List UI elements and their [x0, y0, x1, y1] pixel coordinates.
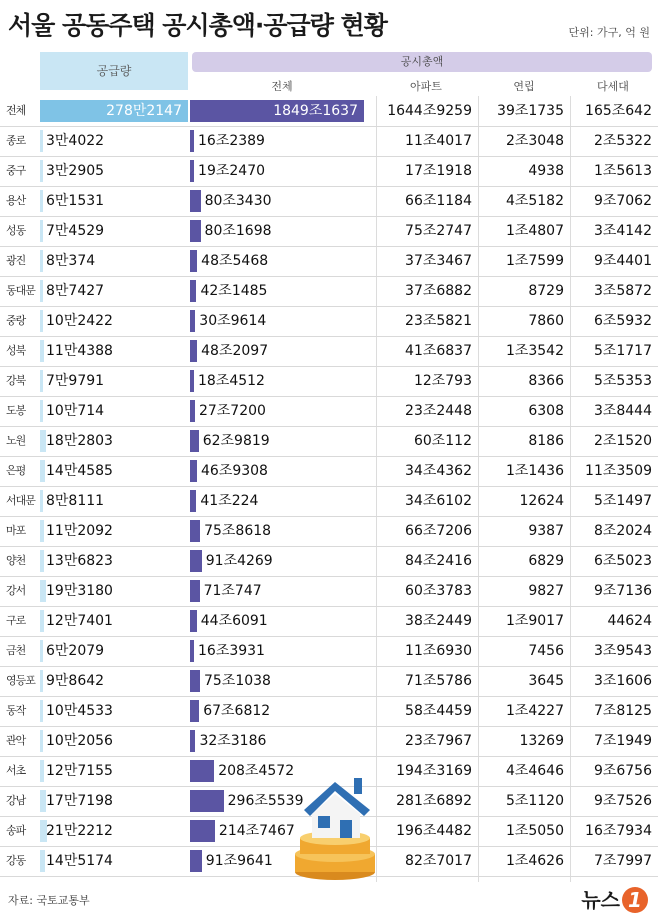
total-value: 42조1485 — [200, 283, 268, 299]
apt-value: 34조6102 — [405, 493, 472, 509]
table-row — [0, 396, 658, 426]
region-label: 강서 — [6, 584, 26, 597]
supply-value: 8만374 — [46, 253, 96, 269]
row-house-value: 1조5050 — [505, 823, 564, 839]
table-row — [0, 666, 658, 696]
region-label: 강북 — [6, 374, 26, 387]
row-house-value: 8729 — [528, 283, 564, 299]
supply-value: 14만4585 — [46, 463, 113, 479]
supply-value: 7만4529 — [46, 223, 105, 239]
total-value: 80조1698 — [204, 223, 272, 239]
region-label: 강남 — [6, 794, 26, 807]
supply-bar — [40, 550, 44, 572]
row-house-value: 9387 — [528, 523, 564, 539]
supply-bar — [40, 190, 43, 212]
supply-value: 11만2092 — [46, 523, 113, 539]
supply-bar — [40, 730, 43, 752]
multi-value: 3조1606 — [593, 673, 652, 689]
apt-value: 23조5821 — [405, 313, 472, 329]
table-row — [0, 456, 658, 486]
supply-value: 13만6823 — [46, 553, 113, 569]
region-label: 용산 — [6, 194, 26, 207]
total-value: 75조1038 — [204, 673, 271, 689]
apt-value: 12조793 — [413, 373, 472, 389]
apt-value: 11조4017 — [405, 133, 472, 149]
total-value: 41조224 — [200, 493, 259, 509]
supply-bar — [40, 130, 43, 152]
region-label: 구로 — [6, 614, 26, 627]
supply-value: 8만7427 — [46, 283, 105, 299]
supply-bar — [40, 610, 44, 632]
row-house-value: 1조9017 — [505, 613, 564, 629]
total-bar — [190, 130, 194, 152]
supply-value: 11만4388 — [46, 343, 113, 359]
supply-value: 10만4533 — [46, 703, 113, 719]
supply-value: 8만8111 — [46, 493, 105, 509]
total-value: 32조3186 — [199, 733, 267, 749]
total-bar — [190, 400, 195, 422]
table-row — [0, 546, 658, 576]
supply-value: 19만3180 — [46, 583, 113, 599]
multi-value: 9조4401 — [593, 253, 652, 269]
region-label: 중랑 — [6, 314, 26, 327]
supply-value: 6만1531 — [46, 193, 105, 209]
region-label: 도봉 — [6, 404, 26, 417]
table-row — [0, 306, 658, 336]
row-house-value: 2조3048 — [505, 133, 564, 149]
multi-value: 9조6756 — [593, 763, 652, 779]
apt-value: 84조2416 — [405, 553, 472, 569]
region-label: 서초 — [6, 764, 26, 777]
supply-header — [40, 52, 188, 90]
apt-value: 58조4459 — [405, 703, 472, 719]
total-bar — [190, 850, 202, 872]
supply-value: 3만2905 — [46, 163, 105, 179]
page-title: 서울 공동주택 공시총액·공급량 현황 — [8, 11, 387, 40]
region-label: 동대문 — [6, 284, 35, 297]
supply-bar — [40, 430, 46, 452]
row-house-value: 8366 — [528, 373, 564, 389]
region-label: 성동 — [6, 224, 26, 237]
table-row — [0, 246, 658, 276]
supply-bar — [40, 370, 43, 392]
multi-value: 6조5932 — [593, 313, 652, 329]
apt-value: 194조3169 — [396, 763, 472, 779]
apt-value: 37조3467 — [405, 253, 472, 269]
total-bar — [190, 340, 197, 362]
table-row-total — [0, 96, 658, 126]
house-illustration — [290, 764, 380, 882]
supply-bar — [40, 520, 44, 542]
region-label: 전체 — [6, 104, 26, 117]
total-value: 18조4512 — [198, 373, 265, 389]
apt-value: 82조7017 — [405, 853, 472, 869]
region-label: 종로 — [6, 134, 26, 147]
total-value: 62조9819 — [202, 433, 270, 449]
total-bar — [190, 520, 200, 542]
total-value: 27조7200 — [198, 403, 266, 419]
total-value: 46조9308 — [201, 463, 268, 479]
region-label: 서대문 — [6, 494, 35, 507]
multi-value: 44624 — [607, 613, 652, 629]
apt-value: 75조2747 — [405, 223, 472, 239]
supply-value: 18만2803 — [46, 433, 113, 449]
multi-value: 3조5872 — [593, 283, 652, 299]
table-row — [0, 156, 658, 186]
region-label: 광진 — [6, 254, 26, 267]
row-house-value: 12624 — [519, 493, 564, 509]
total-bar — [190, 280, 196, 302]
total-value: 75조8618 — [204, 523, 272, 539]
apt-value: 38조2449 — [405, 613, 472, 629]
apt-value: 71조5786 — [405, 673, 472, 689]
region-label: 금천 — [6, 644, 26, 657]
supply-bar — [40, 340, 44, 362]
supply-bar — [40, 310, 43, 332]
supply-value: 3만4022 — [46, 133, 105, 149]
multi-value: 16조7934 — [585, 823, 652, 839]
supply-bar — [40, 460, 45, 482]
table-row — [0, 276, 658, 306]
total-value: 30조9614 — [199, 313, 267, 329]
total-value: 208조4572 — [218, 763, 295, 779]
supply-bar — [40, 790, 46, 812]
total-bar — [190, 430, 199, 452]
multi-value: 9조7062 — [593, 193, 652, 209]
row-house-value: 7860 — [528, 313, 564, 329]
supply-value: 12만7401 — [46, 613, 113, 629]
total-bar — [190, 790, 224, 812]
logo-text: 뉴스 — [581, 888, 620, 912]
total-bar — [190, 760, 214, 782]
total-value: 214조7467 — [218, 823, 295, 839]
total-bar — [190, 160, 194, 182]
total-bar — [190, 310, 195, 332]
total-value: 16조3931 — [198, 643, 265, 659]
apt-value: 41조6837 — [405, 343, 472, 359]
total-bar — [190, 370, 194, 392]
total-bar — [190, 610, 197, 632]
supply-value: 14만5174 — [46, 853, 113, 869]
table-row — [0, 486, 658, 516]
total-value: 91조4269 — [205, 553, 273, 569]
supply-bar — [40, 490, 43, 512]
table-row — [0, 606, 658, 636]
supply-value: 10만714 — [46, 403, 105, 419]
unit-label: 단위: 가구, 억 원 — [568, 26, 650, 39]
total-bar — [190, 220, 201, 242]
supply-value: 10만2056 — [46, 733, 113, 749]
row-house-value: 1조3542 — [505, 343, 564, 359]
source-label: 자료: 국토교통부 — [8, 894, 90, 907]
multi-value: 2조5322 — [593, 133, 652, 149]
apt-value: 37조6882 — [405, 283, 472, 299]
total-bar — [190, 700, 199, 722]
table-row — [0, 516, 658, 546]
multi-value: 5조1717 — [593, 343, 652, 359]
row-house-value: 5조1120 — [505, 793, 564, 809]
supply-bar — [40, 670, 43, 692]
multi-value: 8조2024 — [593, 523, 652, 539]
table-row — [0, 126, 658, 156]
total-value: 48조5468 — [201, 253, 269, 269]
row-house-value: 1조4227 — [505, 703, 564, 719]
supply-bar — [40, 760, 44, 782]
total-bar — [190, 730, 195, 752]
table-row — [0, 366, 658, 396]
region-label: 중구 — [6, 164, 26, 177]
multi-value: 9조7526 — [593, 793, 652, 809]
row-house-value: 1조4807 — [505, 223, 564, 239]
supply-value: 12만7155 — [46, 763, 113, 779]
total-group-header: 공시총액 — [192, 52, 652, 72]
region-label: 노원 — [6, 434, 26, 447]
total-value: 48조2097 — [201, 343, 269, 359]
total-value: 44조6091 — [200, 613, 268, 629]
total-bar — [190, 460, 197, 482]
total-value: 67조6812 — [203, 703, 271, 719]
row-house-value: 7456 — [528, 643, 564, 659]
row-house-value: 4조4646 — [505, 763, 564, 779]
apt-value: 60조3783 — [405, 583, 472, 599]
supply-bar — [40, 250, 43, 272]
total-bar — [190, 640, 194, 662]
multi-value: 5조5353 — [593, 373, 652, 389]
supply-value: 7만9791 — [46, 373, 105, 389]
apt-value: 23조7967 — [405, 733, 472, 749]
row-house-value: 9827 — [528, 583, 564, 599]
multi-value: 11조3509 — [585, 463, 652, 479]
multi-value: 3조9543 — [593, 643, 652, 659]
total-bar — [190, 190, 201, 212]
supply-value: 17만7198 — [46, 793, 113, 809]
supply-value: 10만2422 — [46, 313, 113, 329]
region-label: 양천 — [6, 554, 26, 567]
multi-value: 7조8125 — [593, 703, 652, 719]
apt-value: 23조2448 — [405, 403, 472, 419]
region-label: 동작 — [6, 704, 26, 717]
supply-value: 6만2079 — [46, 643, 105, 659]
col-header-multi: 다세대 — [597, 80, 629, 93]
supply-value: 9만8642 — [46, 673, 105, 689]
supply-bar — [40, 400, 43, 422]
region-label: 강동 — [6, 854, 26, 867]
row-house-value: 1조4626 — [505, 853, 564, 869]
supply-bar — [40, 220, 43, 242]
supply-bar — [40, 640, 43, 662]
row-house-value: 8186 — [528, 433, 564, 449]
total-bar — [190, 550, 202, 572]
apt-value: 66조1184 — [405, 193, 472, 209]
row-house-value: 6829 — [528, 553, 564, 569]
table-row — [0, 216, 658, 246]
multi-value: 3조4142 — [593, 223, 652, 239]
supply-bar — [40, 700, 43, 722]
table-row — [0, 576, 658, 606]
total-bar — [190, 580, 200, 602]
row-house-value: 6308 — [528, 403, 564, 419]
total-bar — [190, 490, 196, 512]
total-value: 296조5539 — [227, 793, 304, 809]
multi-value: 1조5613 — [593, 163, 652, 179]
multi-value: 3조8444 — [593, 403, 652, 419]
apt-value: 196조4482 — [396, 823, 472, 839]
table-row — [0, 186, 658, 216]
total-bar — [190, 250, 197, 272]
logo-mark: 1 — [622, 887, 648, 913]
multi-value: 5조1497 — [593, 493, 652, 509]
apt-value: 60조112 — [413, 433, 472, 449]
row-house-value: 1조7599 — [505, 253, 564, 269]
row-house-value: 39조1735 — [497, 103, 564, 119]
news1-logo — [581, 884, 648, 913]
col-header-total: 전체 — [271, 80, 293, 93]
multi-value: 165조642 — [585, 103, 652, 119]
table-row — [0, 636, 658, 666]
apt-value: 11조6930 — [405, 643, 472, 659]
region-label: 관악 — [6, 734, 26, 747]
total-value: 16조2389 — [198, 133, 265, 149]
table-row — [0, 426, 658, 456]
apt-value: 281조6892 — [396, 793, 472, 809]
table-row — [0, 726, 658, 756]
row-house-value: 4조5182 — [505, 193, 564, 209]
total-bar — [190, 820, 215, 842]
row-house-value: 4938 — [528, 163, 564, 179]
apt-value: 34조4362 — [405, 463, 472, 479]
table-row — [0, 696, 658, 726]
supply-bar — [40, 850, 45, 872]
multi-value: 7조1949 — [593, 733, 652, 749]
apt-value: 1644조9259 — [387, 103, 472, 119]
multi-value: 9조7136 — [593, 583, 652, 599]
row-house-value: 1조1436 — [505, 463, 564, 479]
region-label: 송파 — [6, 824, 26, 837]
total-value: 1849조1637 — [273, 103, 358, 119]
total-value: 80조3430 — [204, 193, 272, 209]
apt-value: 17조1918 — [405, 163, 472, 179]
region-label: 영등포 — [6, 674, 35, 687]
total-bar — [190, 670, 200, 692]
region-label: 은평 — [6, 464, 26, 477]
region-label: 마포 — [6, 524, 26, 537]
apt-value: 66조7206 — [405, 523, 472, 539]
total-value: 91조9641 — [205, 853, 273, 869]
col-header-apt: 아파트 — [410, 80, 442, 93]
total-value: 19조2470 — [198, 163, 266, 179]
table-row — [0, 336, 658, 366]
supply-bar — [40, 160, 43, 182]
supply-bar — [40, 280, 43, 302]
total-value: 71조747 — [203, 583, 262, 599]
multi-value: 7조7997 — [593, 853, 652, 869]
multi-value: 2조1520 — [593, 433, 652, 449]
row-house-value: 13269 — [519, 733, 564, 749]
supply-value: 278만2147 — [106, 103, 182, 119]
multi-value: 6조5023 — [593, 553, 652, 569]
col-header-row-house: 연립 — [513, 80, 535, 93]
supply-value: 21만2212 — [46, 823, 113, 839]
supply-header-label: 공급량 — [96, 64, 132, 78]
region-label: 성북 — [6, 344, 26, 357]
row-house-value: 3645 — [528, 673, 564, 689]
